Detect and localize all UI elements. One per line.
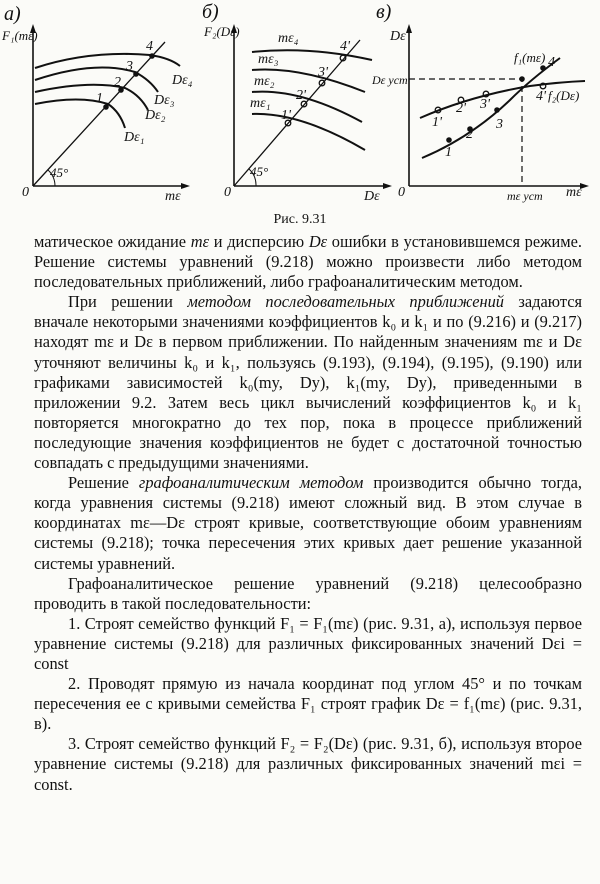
panel-v-ylabel: Dε — [390, 29, 406, 44]
panel-v-pt2: 2 — [466, 127, 473, 142]
figure-9-31 — [0, 0, 600, 205]
panel-v-pt3p: 3' — [480, 97, 490, 112]
curve-a-4 — [35, 54, 180, 68]
panel-a-origin: 0 — [22, 185, 29, 200]
panel-b-pt1: 1' — [281, 108, 291, 123]
panel-a-angle: 45° — [50, 165, 69, 180]
panel-b-curve1: mε₁ — [250, 96, 271, 111]
panel-b-origin: 0 — [224, 185, 231, 200]
panel-v-f2-label: f₂(Dε) — [548, 88, 580, 103]
panel-v-pt2p: 2' — [456, 101, 466, 116]
panel-a-pt1: 1 — [96, 91, 103, 106]
paragraph-3: Решение графоаналитическим методом производится обычно тогда, когда уравнения системы (9.218) имеют сложный вид. В этом случае в координатах mε—Dε строят кривые, соответствующие обоим уравнениям системы (9.218); точка пересечения этих кривых дает решение указанной системы уравнений. — [34, 473, 582, 573]
panel-v-origin: 0 — [398, 185, 405, 200]
panel-b-curve4: mε₄ — [278, 31, 299, 46]
panel-b-xlabel: Dε — [364, 189, 380, 204]
panel-v-pt1p: 1' — [432, 115, 442, 130]
panel-a-pt2: 2 — [114, 75, 121, 90]
paragraph-6: 2. Проводят прямую из начала координат под углом 45° и по точкам пересечения ее с кривыми семейства F₁ строят график Dε = f₁(mε) (рис. 9.31, в). — [34, 674, 582, 734]
panel-b-curve2: mε₂ — [254, 74, 275, 89]
paragraph-1: матическое ожидание mε и дисперсию Dε ошибки в установившемся режиме. Решение системы уравнений (9.218) можно произвести либо методом последовательных приближений, либо графоаналитическим методом. — [34, 232, 582, 292]
panel-b-pt3: 3' — [318, 65, 328, 80]
panel-a-letter: а) — [4, 3, 21, 25]
paragraph-5: 1. Строят семейство функций F₁ = F₁(mε) (рис. 9.31, а), используя первое уравнение системы (9.218) для различных фиксированных значений Dεi = const — [34, 613, 582, 673]
panel-a-pt4: 4 — [146, 39, 153, 54]
panel-b-pt2: 2' — [296, 88, 306, 103]
panel-a-curve1: Dε₁ — [124, 130, 145, 145]
panel-v-xlabel: mε — [566, 185, 582, 200]
panel-a-ylabel: F₁(mε) — [2, 28, 38, 43]
panel-a-xlabel: mε — [165, 189, 181, 204]
panel-v-pt4: 4 — [548, 55, 555, 70]
panel-b-angle: 45° — [250, 164, 269, 179]
panel-v-pt4p: 4' — [536, 89, 546, 104]
curve-a-2 — [35, 85, 148, 110]
panel-b-pt4: 4' — [340, 39, 350, 54]
figure-caption: Рис. 9.31 — [273, 212, 327, 227]
panel-v-f1-label: f₁(mε) — [514, 50, 546, 65]
panel-a-curve2: Dε₂ — [145, 108, 166, 123]
paragraph-7: 3. Строят семейство функций F₂ = F₂(Dε) (рис. 9.31, б), используя второе уравнение системы (9.218) для различных фиксированных значений mεi = const. — [34, 734, 582, 794]
panel-a-curve3: Dε₃ — [154, 93, 175, 108]
panel-v-pt1: 1 — [445, 145, 452, 160]
panel-v-letter: в) — [376, 1, 392, 23]
panel-v-ytick: Dε уст — [372, 73, 408, 87]
panel-b-ylabel: F₂(Dε) — [204, 24, 240, 39]
panel-b-curve3: mε₃ — [258, 52, 279, 67]
panel-a-curve4: Dε₄ — [172, 73, 193, 88]
paragraph-2: При решении методом последовательных приближений задаются вначале некоторыми значениями коэффициентов k₀ и k₁ и по (9.216) и (9.217) находят mε и Dε в первом приближении. По найденным значениям mε и Dε уточняют величины k₀ и k₁, пользуясь (9.193), (9.194), (9.195), (9.190) или графиками зависимостей k₀(my, Dy), k₁(my, Dy), приведенными в приложении 9.2. Затем весь цикл вычислений коэффициентов k₀ и k₁ повторяется многократно до тех пор, пока в процессе приближений последующие значения коэффициентов не будет с достаточной точностью совпадать с предыдущими значениями. — [34, 292, 583, 473]
panel-v-pt3: 3 — [496, 117, 503, 132]
panel-a-pt3: 3 — [126, 59, 133, 74]
curve-a-1 — [35, 100, 125, 129]
panel-b-letter: б) — [202, 1, 219, 23]
panel-v-xtick: mε уст — [507, 189, 543, 203]
body-text — [34, 232, 582, 795]
paragraph-4: Графоаналитическое решение уравнений (9.218) целесообразно проводить в такой последовательности: — [34, 573, 582, 613]
